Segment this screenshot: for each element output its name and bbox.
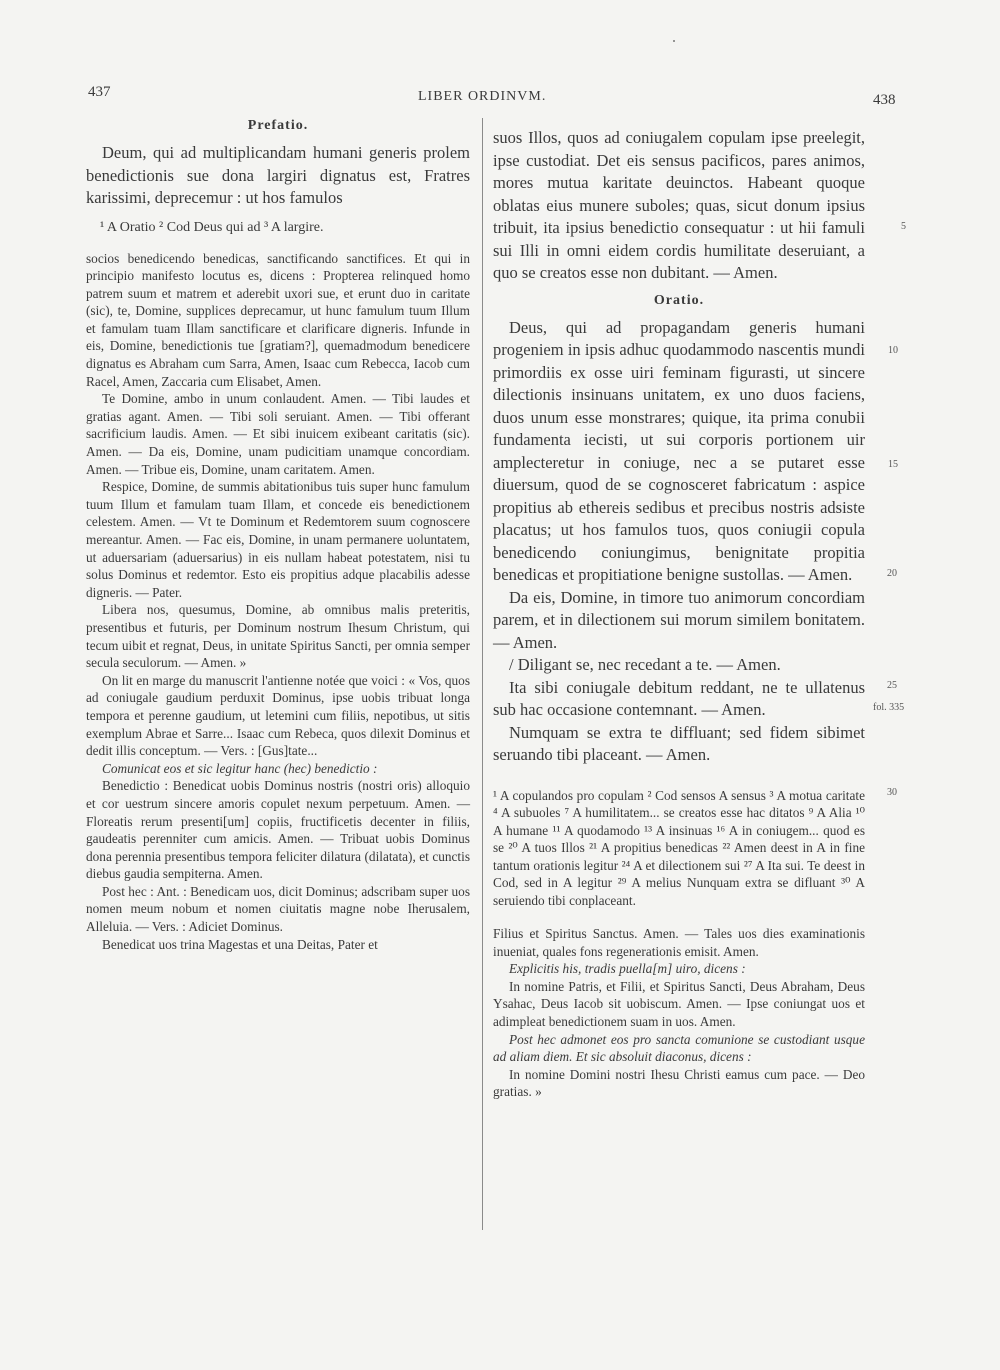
left-column bbox=[86, 118, 470, 953]
left-page-number: 437 bbox=[88, 84, 111, 100]
line-number: 5 bbox=[901, 221, 906, 232]
paragraph: In nomine Patris, et Filii, et Spiritus Sancti, Deus Abraham, Deus Ysahac, Deus Iacob sit uobiscum. Amen. — Ipse coniungat uos et adimpleat benedictionem suam in uos. Amen. bbox=[493, 978, 865, 1029]
speck bbox=[673, 40, 675, 42]
line-number: 20 bbox=[887, 568, 897, 579]
running-title: LIBER ORDINVM. bbox=[418, 89, 547, 104]
right-page-number: 438 bbox=[873, 92, 896, 108]
paragraph: In nomine Domini nostri Ihesu Christi eamus cum pace. — Deo gratias. » bbox=[493, 1066, 865, 1100]
paragraph: Post hec : Ant. : Benedicam uos, dicit Dominus; adscribam super uos nomen meum nobum et nomen ciuitatis magne nobe Iherusalem, Alleluia. — Vers. : Adiciet Dominus. bbox=[86, 883, 470, 935]
line-number: 10 bbox=[888, 345, 898, 356]
paragraph: Filius et Spiritus Sanctus. Amen. — Tales uos dies examinationis inueniat, quales fons regenerationis emisit. Amen. bbox=[493, 926, 865, 959]
rubric: Explicitis his, tradis puella[m] uiro, dicens : bbox=[509, 961, 746, 977]
right-column bbox=[493, 127, 865, 1101]
paragraph: Deus, qui ad propagandam generis humani progeniem in ipsis adhuc quodammodo nascentis mundi primordiis ex osse uiri feminam figurasti, ut sincere dilectionis insinuans unitatem, ex uno duos faciens, duos unum esse monstrares; quique, ita prima conubii fundamenta iecisti, ut sui corporis portionem uir amplecteretur in coniuge, nec a se putaret esse diuersum, quod de se cognosceret fabricatum : aspice propitius ab ethereis sedibus et precibus nostris adsiste placatus; ut hos famulos tuos, quos coniugii copula benedicendo coniungimus, benignitate propitia benedicas et propitiatione benigne sustollas. — Amen. bbox=[493, 317, 865, 584]
paragraph: Libera nos, quesumus, Domine, ab omnibus malis preteritis, presentibus et futuris, per Dominum nostrum Ihesum Christum, qui tecum uibit et regnat, Deus, in unitate Spiritus Sancti, per omnia semper secula seculorum. — Amen. » bbox=[86, 602, 470, 671]
paragraph: On lit en marge du manuscrit l'antienne notée que voici : « Vos, quos ad coniugale gaudium perduxit Dominus, ipse uobis tribuat longa tempora et perenne gaudium, ut letemini cum filiis, nepotibus, ut sitis exemplum Abrae et Sarre... Isaac cum Rebeca, quos dilexit Dominus et dedit illis conceptum. — Vers. : [Gus]tate... bbox=[86, 672, 470, 759]
paragraph: Respice, Domine, de summis abitationibus tuis super hunc famulum tuum Illum et famulam tuam Illam, et concede eis benedictionem celestem. Amen. — Vt te Dominum et Redemtorem suum cognoscere mereantur. Amen. — Fac eis, Domine, in unam permanere uoluntatem, ut aduersariam (aduersarius) in eis nullam habeat potestatem, nisi tu solus Dominus et redemtor. Esto eis propitius adque placabilis adesse digneris. — Pater. bbox=[86, 479, 470, 600]
paragraph: suos Illos, quos ad coniugalem copulam ipse preelegit, ipse custodiat. Det eis sensus pacificos, pares animos, mores mutua karitate deuinctos. Habeant quoque oblatas eius munere suboles; quas, sicut donum ipsius tribuit, ita ipsius benedictio consequatur : ut hii famuli sui Illi in omni eidem cordis humilitate deseruiant, a quo se creatos esse non dubitant. — Amen. bbox=[493, 128, 865, 282]
paragraph: Ita sibi coniugale debitum reddant, ne te ullatenus sub hac occasione contemnant. — Amen. bbox=[493, 677, 865, 719]
paragraph: Benedicat uos trina Magestas et una Deitas, Pater et bbox=[102, 936, 378, 952]
rubric: Post hec admonet eos pro sancta comunione se custodiant usque ad aliam diem. Et sic absoluit diaconus, dicens : bbox=[493, 1031, 865, 1065]
prefatio-text: Deum, qui ad multiplicandam humani generis prolem benedictionis sue dona largiri dignatus est, Fratres karissimi, deprecemur : ut hos famulos bbox=[86, 143, 470, 207]
footnotes: ¹ A copulandos pro copulam ² Cod sensos A sensus ³ A motua caritate ⁴ A subuoles ⁷ A humilitatem... se creatos esse hac ditatos ⁹ A Alia ¹⁰ A humane ¹¹ A quodamodo ¹³ A insinuas ¹⁶ A in coniugem... quod es se ²⁰ A tuos Illos ²¹ A propitius benedicas ²² Amen deest in A in fine tantum orationis legitur ²⁴ A et dilectionem sui ²⁷ A Ita sui. Te deest in Cod, sed in A legitur ²⁹ A melius Nunquam extra se difluant ³⁰ A seruiendo tibi conplaceant. bbox=[493, 787, 865, 908]
folio-marker: fol. 335 bbox=[873, 702, 905, 713]
prefatio-heading: Prefatio. bbox=[247, 118, 309, 133]
column-divider bbox=[482, 118, 483, 1230]
oratio-heading: Oratio. bbox=[653, 292, 705, 308]
paragraph: Benedictio : Benedicat uobis Dominus nostris (nostri oris) alloquio et cor uestrum sincere amoris copulet nexum perpetuum. Amen. — Floreatis rerum presenti[um] copiis, fructificetis decenter in filiis, gaudeatis perenniter cum amicis. Amen. — Tribuat uobis Dominus dona perennia presentibus tempora feliciter dilatura (dilatata), et cunctis diebus gaudia sempiterna. Amen. bbox=[86, 778, 470, 882]
line-number: 30 bbox=[887, 787, 897, 798]
rubric: Comunicat eos et sic legitur hanc (hec) benedictio : bbox=[102, 760, 378, 776]
paragraph: / Diligant se, nec recedant a te. — Amen. bbox=[509, 655, 781, 674]
variant-readings: ¹ A Oratio ² Cod Deus qui ad ³ A largire. bbox=[100, 219, 324, 235]
paragraph: Numquam se extra te diffluant; sed fidem sibimet seruando tibi placeant. — Amen. bbox=[493, 722, 865, 764]
paragraph: Te Domine, ambo in unum conlaudent. Amen. — Tibi laudes et gratias agant. Amen. — Tibi soli seruiant. Amen. — Tibi offerant sacrificium laudis. Amen. — Et sibi inuicem exibeant caritatis (sic). Amen. — Da eis, Domine, unam pudicitiam unamque concordiam. Amen. — Tribue eis, Domine, unam caritatem. Amen. bbox=[86, 391, 470, 477]
line-number: 15 bbox=[888, 459, 898, 470]
paragraph: socios benedicendo benedicas, sanctificando sanctifices. Et qui in principio manifesto locutus es, dicens : Propterea relinqued homo patrem suum et matrem et aderebit uxori sue, et erunt duo in caritate (sic), te, Domine, supplices deprecamur, ut hunc famulum tuum Illum et famulam tuam Illam sanctificare et clarificare digneris. Infunde in eis, Domine, benedictionis tue [gratiam?], quemadmodum benedicere dignatus es Abraham cum Sarra, Amen, Isaac cum Rebecca, Iacob cum Racel, Amen, Zaccaria cum Elisabet, Amen. bbox=[86, 250, 470, 389]
line-number: 25 bbox=[887, 680, 897, 691]
paragraph: Da eis, Domine, in timore tuo animorum concordiam parem, et in dilectionem sui morum similem bonitatem. — Amen. bbox=[493, 587, 865, 652]
